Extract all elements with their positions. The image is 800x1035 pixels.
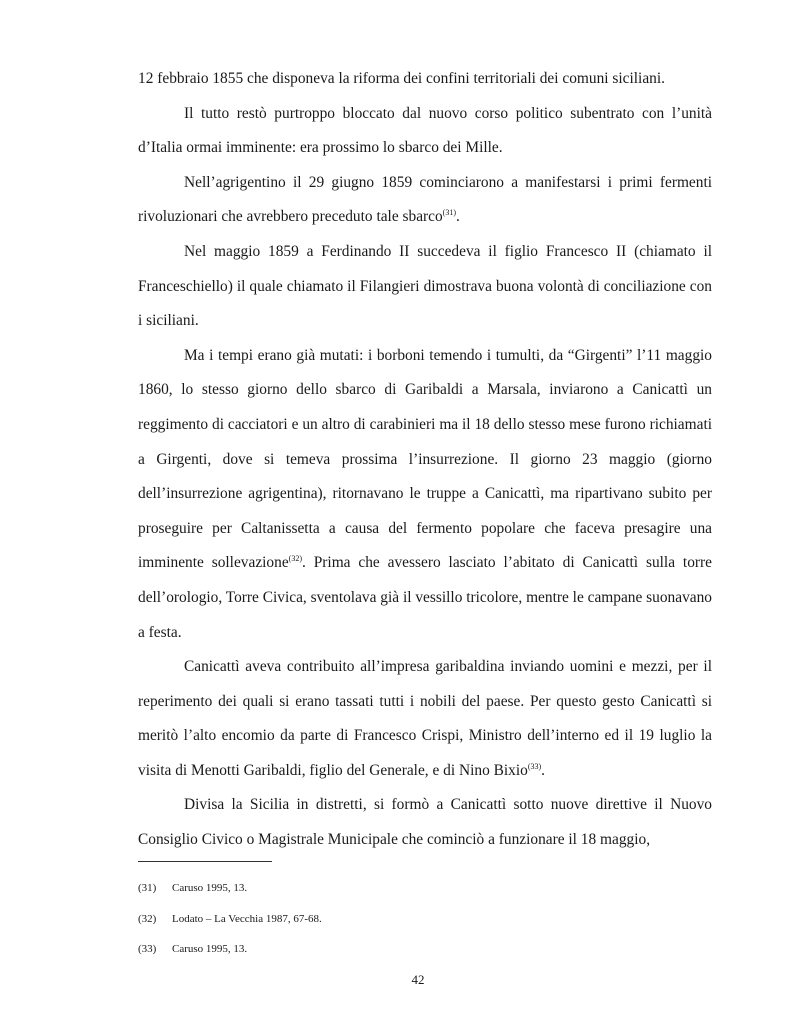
paragraph-text: Il tutto restò purtroppo bloccato dal nuovo corso politico subentrato con l’unità d’Italia ormai imminente: era prossimo lo sbarco dei Mille. <box>138 104 712 157</box>
paragraph-text: 12 febbraio 1855 che disponeva la riforma dei confini territoriali dei comuni siciliani. <box>138 70 665 87</box>
paragraph <box>138 235 712 339</box>
paragraph-text: . <box>456 208 460 226</box>
paragraph <box>138 788 712 857</box>
paragraph <box>138 97 712 166</box>
footnote-number: (32) <box>138 912 157 925</box>
paragraph-text: . <box>541 761 546 779</box>
footnote <box>138 873 712 904</box>
paragraph-text: Ma i tempi erano già mutati: i borboni temendo i tumulti, da “Girgenti” l’11 maggio 1860, lo stesso giorno dello sbarco di Garibaldi a Marsala, inviarono a Canicattì un reggimento di cacciatori e un altro di carabinieri ma il 18 dello stesso mese furono richiamati a Girgenti, dove si temeva prossima l’insurrezione. Il giorno 23 maggio (giorno dell’insurrezione agrigentina), ritornavano le truppe a Canicattì, ma ripartivano subito per proseguire per Caltanissetta a causa del fermento popolare che faceva presagire una imminente sollevazione <box>138 346 712 572</box>
footnote-number: (31) <box>138 882 157 894</box>
footnote-divider <box>138 861 272 862</box>
footnote-number: (33) <box>138 943 157 955</box>
paragraph <box>138 62 712 97</box>
footnote-reference: (33) <box>527 761 542 771</box>
footnotes <box>138 873 712 965</box>
paragraph <box>138 650 712 788</box>
paragraph-text: Nel maggio 1859 a Ferdinando II succedeva il figlio Francesco II (chiamato il Franceschiello) il quale chiamato il Filangieri dimostrava buona volontà di conciliazione con i siciliani. <box>138 242 712 330</box>
paragraph-text: Divisa la Sicilia in distretti, si formò a Canicattì sotto nuove direttive il Nuovo Consiglio Civico o Magistrale Municipale che cominciò a funzionare il 18 maggio, <box>138 796 712 849</box>
footnote <box>138 904 712 935</box>
paragraph <box>138 166 712 235</box>
footnote-text: Lodato – La Vecchia 1987, 67-68. <box>172 912 322 925</box>
footnote-text: Caruso 1995, 13. <box>172 882 248 894</box>
footnote-text: Caruso 1995, 13. <box>172 943 248 955</box>
paragraph <box>138 339 712 650</box>
paragraph-text: . Prima che avessero lasciato l’abitato di Canicattì sulla torre dell’orologio, Torre Civica, sventolava già il vessillo tricolore, mentre le campane suonavano a festa. <box>138 554 712 641</box>
page-number: 42 <box>411 972 425 987</box>
footnote-reference: (32) <box>288 554 302 564</box>
paragraph-text: Nell’agrigentino il 29 giugno 1859 cominciarono a manifestarsi i primi fermenti rivoluzionari che avrebbero preceduto tale sbarco <box>138 173 712 226</box>
footnote-reference: (31) <box>442 208 456 218</box>
body-text <box>138 62 712 858</box>
footnote <box>138 934 712 965</box>
paragraph-text: Canicattì aveva contribuito all’impresa garibaldina inviando uomini e mezzi, per il reperimento dei quali si erano tassati tutti i nobili del paese. Per questo gesto Canicattì si meritò l’alto encomio da parte di Francesco Crispi, Ministro dell’interno ed il 19 luglio la visita di Menotti Garibaldi, figlio del Generale, e di Nino Bixio <box>138 658 712 779</box>
